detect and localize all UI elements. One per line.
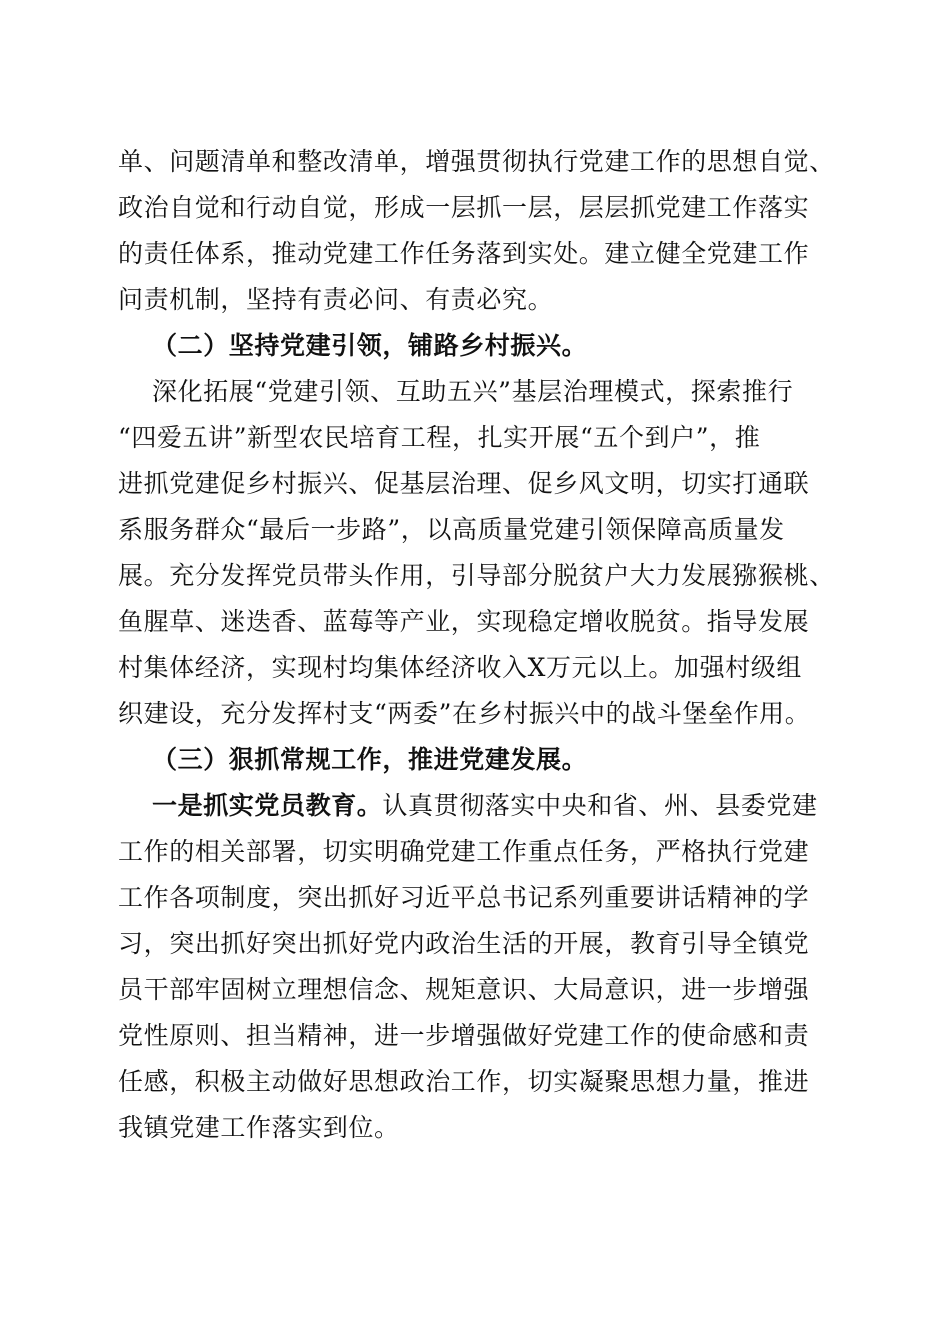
paragraph-3-line-8: 我镇党建工作落实到位。 [118,1113,400,1142]
paragraph-3-line-7: 任感，积极主动做好思想政治工作，切实凝聚思想力量，推进 [118,1067,810,1096]
paragraph-1-line-1: 单、问题清单和整改清单，增强贯彻执行党建工作的思想自觉、 [118,147,835,176]
paragraph-2-line-4: 系服务群众“最后一步路”，以高质量党建引领保障高质量发 [118,515,785,544]
paragraph-1-line-3: 的责任体系，推动党建工作任务落到实处。建立健全党建工作 [118,239,810,268]
section-heading-3: （三）狠抓常规工作，推进党建发展。 [152,745,588,774]
section-heading-2: （二）坚持党建引领，铺路乡村振兴。 [152,331,588,360]
paragraph-2-line-8: 织建设，充分发挥村支“两委”在乡村振兴中的战斗堡垒作用。 [118,699,811,728]
paragraph-3-line-6: 党性原则、担当精神，进一步增强做好党建工作的使命感和责 [118,1021,810,1050]
paragraph-3-line-4: 习，突出抓好突出抓好党内政治生活的开展，教育引导全镇党 [118,929,810,958]
paragraph-1-line-2: 政治自觉和行动自觉，形成一层抓一层，层层抓党建工作落实 [118,193,810,222]
paragraph-3-line-3: 工作各项制度，突出抓好习近平总书记系列重要讲话精神的学 [118,883,810,912]
paragraph-2-line-6: 鱼腥草、迷迭香、蓝莓等产业，实现稳定增收脱贫。指导发展 [118,607,810,636]
paragraph-2-line-1: 深化拓展“党建引领、互助五兴”基层治理模式，探索推行 [152,377,794,406]
paragraph-3-line-1 [152,790,872,822]
paragraph-3-line-5: 员干部牢固树立理想信念、规矩意识、大局意识，进一步增强 [118,975,810,1004]
paragraph-2-line-7: 村集体经济，实现村均集体经济收入X万元以上。加强村级组 [118,653,802,682]
paragraph-1-line-4: 问责机制，坚持有责必问、有责必究。 [118,285,554,314]
paragraph-3-lead: 一是抓实党员教育。 [152,791,383,820]
paragraph-2-line-2: “四爱五讲”新型农民培育工程，扎实开展“五个到户”，推 [118,423,761,452]
paragraph-2-line-3: 进抓党建促乡村振兴、促基层治理、促乡风文明，切实打通联 [118,469,810,498]
paragraph-3-line-2: 工作的相关部署，切实明确党建工作重点任务，严格执行党建 [118,837,810,866]
paragraph-3-line-1-rest: 认真贯彻落实中央和省、州、县委党建 [382,791,818,820]
paragraph-2-line-5: 展。充分发挥党员带头作用，引导部分脱贫户大力发展猕猴桃、 [118,561,835,590]
